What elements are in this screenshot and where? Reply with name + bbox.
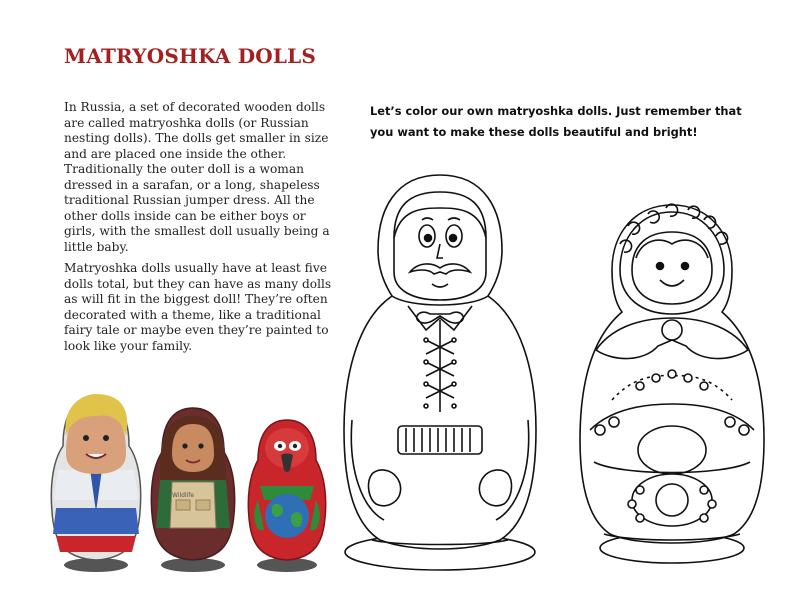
details-paragraph: Matryoshka dolls usually have at least five dolls total, but they can have as many dolls as will fit in the biggest doll! They’re often decorated with a theme, like a traditional fairy tale or maybe even they’re painted to look like your family. (64, 261, 332, 353)
colored-doll-girl (151, 408, 234, 572)
vest-label: Wildlife (172, 492, 195, 499)
coloring-instructions: Let’s color our own matryoshka dolls. Just remember that you want to make these dolls beautiful and bright! (370, 104, 742, 139)
coloring-doll-woman (580, 204, 764, 563)
colored-doll-parrot (248, 420, 325, 572)
page-title: MATRYOSHKA DOLLS (64, 44, 317, 68)
coloring-doll-man (344, 175, 536, 570)
intro-paragraph: In Russia, a set of decorated wooden dolls are called matryoshka dolls (or Russian nesting dolls). The dolls get smaller in size and are placed one inside the other. Traditionally the outer doll is a woman dressed in a sarafan, or a long, shapeless traditional Russian jumper dress. All the other dolls inside can be either boys or girls, with the smallest doll usually being a little baby. (64, 100, 330, 254)
colored-doll-boy (51, 394, 140, 572)
